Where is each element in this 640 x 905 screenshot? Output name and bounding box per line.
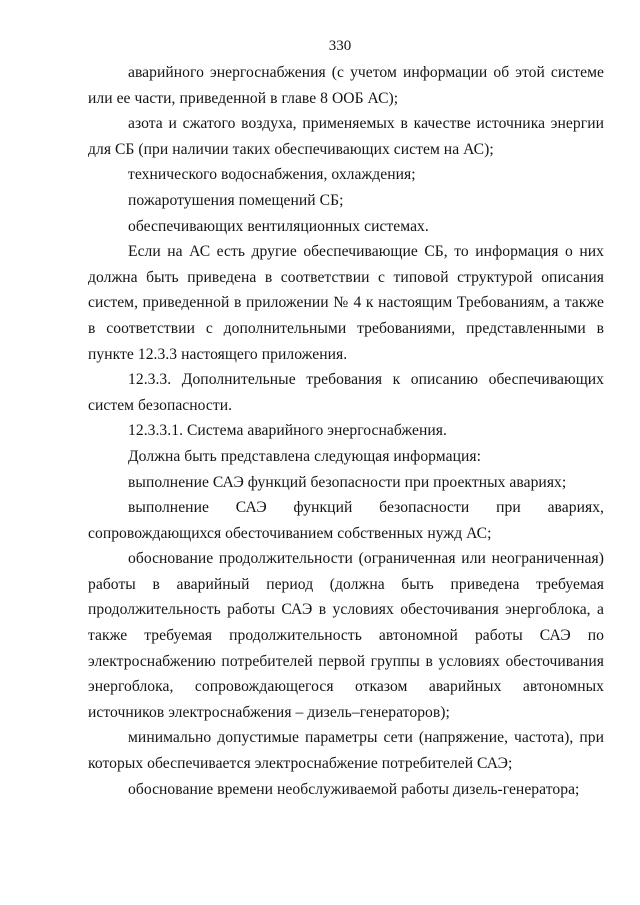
page-number: 330 (328, 38, 352, 54)
paragraph: пожаротушения помещений СБ; (128, 191, 344, 209)
document-body (88, 60, 604, 802)
paragraph: технического водоснабжения, охлаждения; (128, 166, 416, 184)
paragraph: Должна быть представлена следующая информация: (128, 447, 481, 465)
paragraph: минимально допустимые параметры сети (напряжение, частота), при которых обеспечивается электроснабжение потребителей САЭ; (88, 729, 604, 773)
paragraph: обоснование продолжительности (ограниченная или неограниченная) работы в аварийный период (должна быть приведена требуемая продолжительность работы САЭ в условиях обесточивания энергоблока, а также требуемая продолжительность автономной работы САЭ по электроснабжению потребителей первой группы в условиях обесточивания энергоблока, сопровождающегося отказом аварийных автономных источников электроснабжения – дизель–генераторов); (88, 550, 604, 721)
paragraph: 12.3.3. Дополнительные требования к описанию обеспечивающих систем безопасности. (88, 371, 604, 414)
paragraph: Если на АС есть другие обеспечивающие СБ, то информация о них должна быть приведена в соответствии с типовой структурой описания систем, приведенной в приложении № 4 к настоящим Требованиям, а также в соответствии с дополнительными требованиями, представленными в пункте 12.3.3 настоящего приложения. (88, 243, 604, 363)
paragraph: аварийного энергоснабжения (с учетом информации об этой системе или ее части, приведенной в главе 8 ООБ АС); (88, 64, 604, 107)
paragraph: 12.3.3.1. Система аварийного энергоснабжения. (128, 422, 447, 440)
paragraph: выполнение САЭ функций безопасности при авариях, сопровождающихся обесточиванием собственных нужд АС; (88, 499, 604, 542)
paragraph: обоснование времени необслуживаемой работы дизель-генератора; (128, 780, 580, 798)
paragraph: азота и сжатого воздуха, применяемых в качестве источника энергии для СБ (при наличии таких обеспечивающих систем на АС); (88, 115, 604, 158)
paragraph: выполнение САЭ функций безопасности при проектных авариях; (128, 473, 567, 491)
paragraph: обеспечивающих вентиляционных системах. (128, 217, 429, 235)
